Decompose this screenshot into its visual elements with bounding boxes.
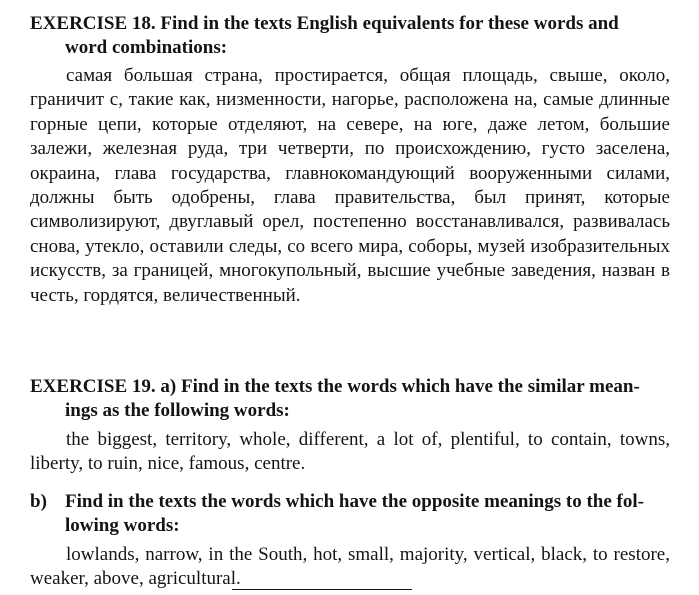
exercise-19-heading-line2: ings as the following words: <box>65 400 290 421</box>
exercise-19b-word-list: lowlands, narrow, in the South, hot, small, majority, vertical, black, to restore, weaker, above, agricultural. <box>30 544 670 590</box>
exercise-19b-heading-line2: lowing words: <box>65 515 180 536</box>
underline-mark <box>232 589 412 590</box>
exercise-19b-letter: b) <box>30 491 47 512</box>
exercise-18-heading-line1: EXERCISE 18. Find in the texts English equivalents for these words and <box>30 13 619 34</box>
exercise-19b-heading <box>30 490 670 538</box>
exercise-18-word-list: самая большая страна, простирается, общая площадь, свыше, около, граничит с, такие как, низменности, нагорье, расположена на, самые длинные горные цепи, которые отделяют, на севере, на юге, даже летом, большие залежи, железная руда, три четверти, по происхождению, густо заселена, окраина, глава государства, главнокомандующий вооруженными силами, должны быть одобрены, глава правительства, был принят, которые символизируют, двуглавый орел, постепенно восстанавливался, развивалась снова, утекло, оставили следы, со всего мира, соборы, музей изобразительных искусств, за границей, многокупольный, высшие учебные заведения, назван в честь, гордятся, величественный. <box>30 65 670 306</box>
exercise-19-heading <box>30 375 670 423</box>
exercise-19b-heading-line1: Find in the texts the words which have the opposite meanings to the fol- <box>65 491 644 512</box>
exercise-19-heading-line1: EXERCISE 19. a) Find in the texts the words which have the similar mean- <box>30 376 640 397</box>
exercise-18-heading <box>30 12 670 60</box>
exercise-18-heading-line2: word combinations: <box>65 37 228 58</box>
exercise-19a-word-list: the biggest, territory, whole, different, a lot of, plentiful, to contain, towns, liberty, to ruin, nice, famous, centre. <box>30 429 670 475</box>
